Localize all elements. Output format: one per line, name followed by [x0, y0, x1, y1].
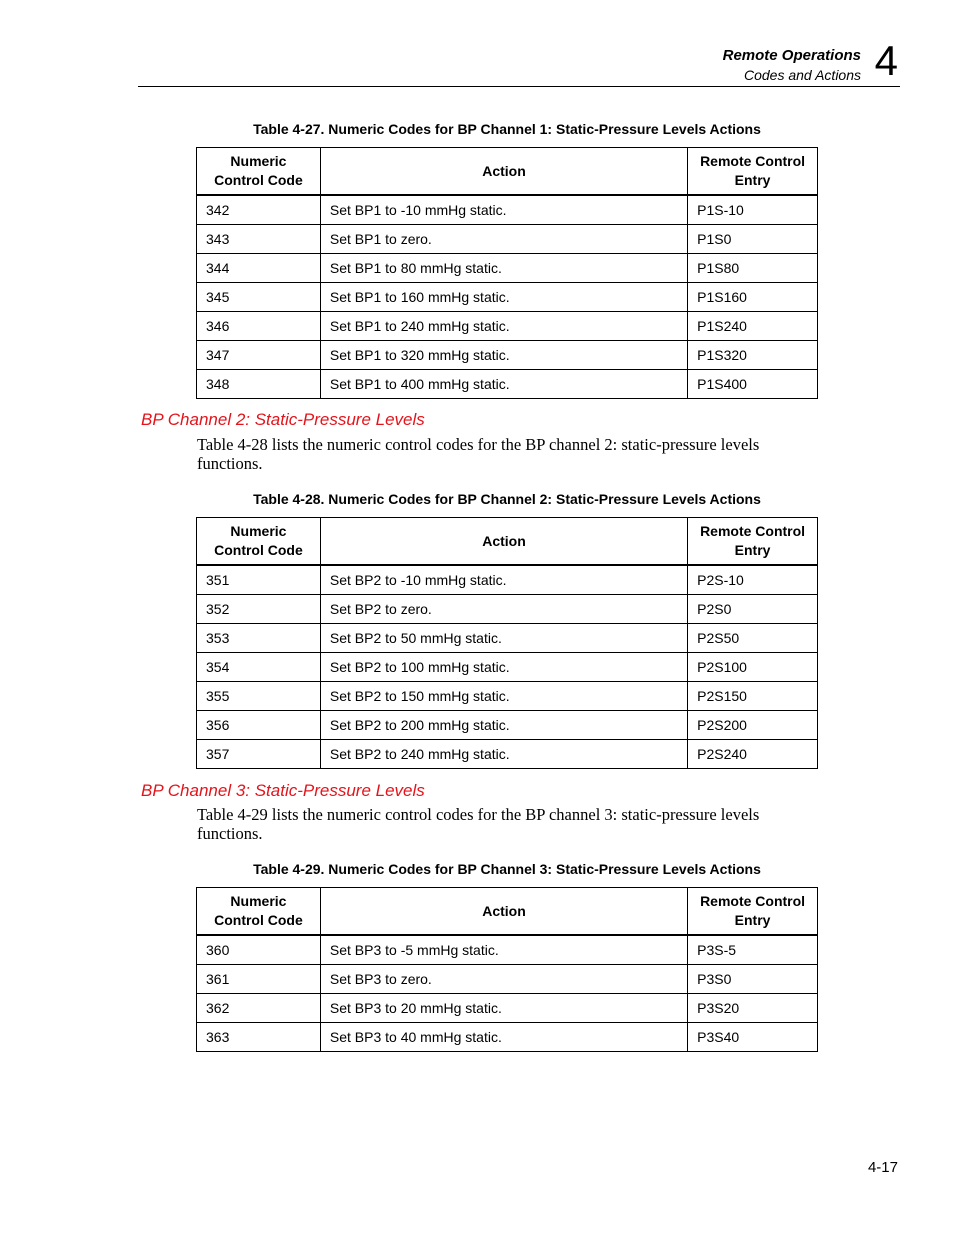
entry-cell: P3S20: [688, 994, 818, 1023]
entry-cell: P2S200: [688, 711, 818, 740]
code-cell: 353: [197, 624, 321, 653]
column-header: Action: [320, 148, 687, 196]
entry-cell: P1S160: [688, 283, 818, 312]
code-cell: 356: [197, 711, 321, 740]
entry-cell: P1S0: [688, 225, 818, 254]
action-cell: Set BP1 to zero.: [320, 225, 687, 254]
column-header: Remote Control Entry: [688, 518, 818, 566]
column-header: Remote Control Entry: [688, 148, 818, 196]
table-row: [197, 283, 818, 312]
action-cell: Set BP3 to 20 mmHg static.: [320, 994, 687, 1023]
table-row: [197, 653, 818, 682]
code-cell: 362: [197, 994, 321, 1023]
entry-cell: P3S40: [688, 1023, 818, 1052]
code-cell: 342: [197, 195, 321, 225]
table-caption: Table 4-27. Numeric Codes for BP Channel 1: Static-Pressure Levels Actions: [253, 121, 761, 137]
action-cell: Set BP1 to 240 mmHg static.: [320, 312, 687, 341]
action-cell: Set BP3 to 40 mmHg static.: [320, 1023, 687, 1052]
action-cell: Set BP2 to 50 mmHg static.: [320, 624, 687, 653]
column-header: Numeric Control Code: [197, 148, 321, 196]
action-cell: Set BP2 to 150 mmHg static.: [320, 682, 687, 711]
table-row: [197, 370, 818, 399]
entry-cell: P3S-5: [688, 935, 818, 965]
entry-cell: P1S400: [688, 370, 818, 399]
entry-cell: P2S240: [688, 740, 818, 769]
entry-cell: P2S-10: [688, 565, 818, 595]
table-caption: Table 4-29. Numeric Codes for BP Channel 3: Static-Pressure Levels Actions: [253, 861, 761, 877]
code-cell: 363: [197, 1023, 321, 1052]
entry-cell: P2S100: [688, 653, 818, 682]
codes-table-bp2: [196, 517, 818, 769]
code-cell: 357: [197, 740, 321, 769]
header-subtitle: Codes and Actions: [744, 67, 861, 83]
column-header: Numeric Control Code: [197, 518, 321, 566]
entry-cell: P3S0: [688, 965, 818, 994]
code-cell: 348: [197, 370, 321, 399]
chapter-number: 4: [874, 37, 898, 84]
table-caption: Table 4-28. Numeric Codes for BP Channel 2: Static-Pressure Levels Actions: [253, 491, 761, 507]
table-row: [197, 624, 818, 653]
action-cell: Set BP1 to 320 mmHg static.: [320, 341, 687, 370]
table-row: [197, 935, 818, 965]
table-row: [197, 711, 818, 740]
code-cell: 361: [197, 965, 321, 994]
table-row: [197, 994, 818, 1023]
body-paragraph: Table 4-28 lists the numeric control codes for the BP channel 2: static-pressure levels functions.: [197, 435, 760, 473]
entry-cell: P2S50: [688, 624, 818, 653]
action-cell: Set BP1 to -10 mmHg static.: [320, 195, 687, 225]
table-row: [197, 595, 818, 624]
column-header: Action: [320, 518, 687, 566]
code-cell: 347: [197, 341, 321, 370]
table-row: [197, 195, 818, 225]
section-heading: BP Channel 2: Static-Pressure Levels: [141, 410, 425, 429]
code-cell: 351: [197, 565, 321, 595]
code-cell: 343: [197, 225, 321, 254]
action-cell: Set BP3 to -5 mmHg static.: [320, 935, 687, 965]
page-number: 4-17: [867, 1159, 898, 1176]
table-row: [197, 225, 818, 254]
table-row: [197, 254, 818, 283]
entry-cell: P1S240: [688, 312, 818, 341]
code-cell: 345: [197, 283, 321, 312]
column-header: Numeric Control Code: [197, 888, 321, 936]
entry-cell: P1S-10: [688, 195, 818, 225]
action-cell: Set BP1 to 400 mmHg static.: [320, 370, 687, 399]
code-cell: 346: [197, 312, 321, 341]
table-row: [197, 312, 818, 341]
action-cell: Set BP2 to 240 mmHg static.: [320, 740, 687, 769]
column-header: Action: [320, 888, 687, 936]
action-cell: Set BP1 to 160 mmHg static.: [320, 283, 687, 312]
header-title: Remote Operations: [722, 47, 861, 64]
page-header: [138, 37, 900, 87]
action-cell: Set BP2 to 100 mmHg static.: [320, 653, 687, 682]
action-cell: Set BP1 to 80 mmHg static.: [320, 254, 687, 283]
action-cell: Set BP3 to zero.: [320, 965, 687, 994]
table-row: [197, 1023, 818, 1052]
entry-cell: P2S0: [688, 595, 818, 624]
table-row: [197, 682, 818, 711]
code-cell: 354: [197, 653, 321, 682]
body-paragraph: Table 4-29 lists the numeric control codes for the BP channel 3: static-pressure levels functions.: [197, 805, 760, 843]
entry-cell: P1S320: [688, 341, 818, 370]
table-row: [197, 565, 818, 595]
codes-table-bp1: [196, 147, 818, 399]
table-row: [197, 740, 818, 769]
action-cell: Set BP2 to zero.: [320, 595, 687, 624]
entry-cell: P2S150: [688, 682, 818, 711]
codes-table-bp3: [196, 887, 818, 1052]
action-cell: Set BP2 to 200 mmHg static.: [320, 711, 687, 740]
table-row: [197, 341, 818, 370]
section-heading: BP Channel 3: Static-Pressure Levels: [141, 781, 425, 800]
code-cell: 344: [197, 254, 321, 283]
column-header: Remote Control Entry: [688, 888, 818, 936]
code-cell: 360: [197, 935, 321, 965]
code-cell: 355: [197, 682, 321, 711]
action-cell: Set BP2 to -10 mmHg static.: [320, 565, 687, 595]
entry-cell: P1S80: [688, 254, 818, 283]
code-cell: 352: [197, 595, 321, 624]
table-row: [197, 965, 818, 994]
